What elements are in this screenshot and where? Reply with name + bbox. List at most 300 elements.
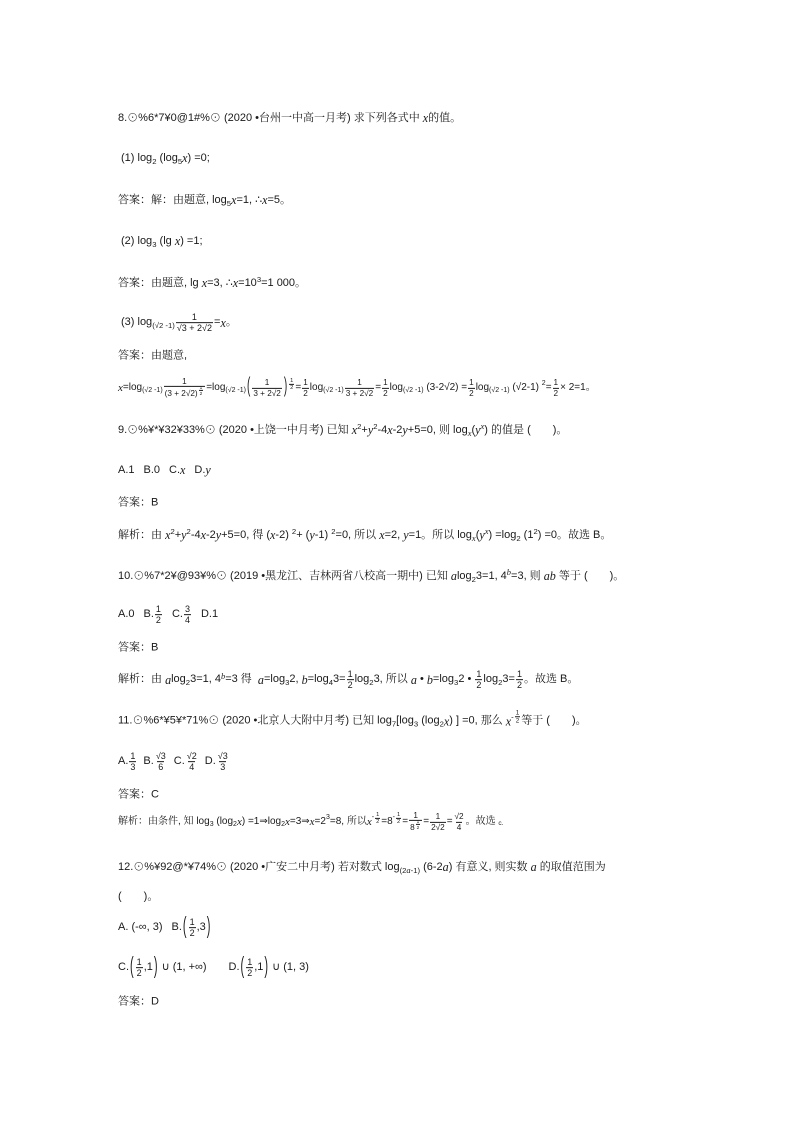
large-parenthesis [183, 914, 187, 942]
text-run: 答案：由题意, [118, 349, 188, 362]
text-run: 4 [328, 678, 334, 688]
text-run: x [467, 428, 472, 438]
text-run: ) =1⇒log [241, 815, 282, 827]
text-run: √3 + 2√2 [176, 323, 212, 334]
text-run: 3= [333, 673, 346, 686]
text-run: 3 [454, 678, 459, 688]
text-run: 1 [290, 377, 294, 384]
subscript [152, 321, 175, 330]
text-run: 4 [456, 822, 462, 832]
text-run: 12.⊙%¥92@*¥74%⊙ (2020 •广安二中月考) 若对数式 log [118, 860, 400, 873]
fraction-denominator [289, 384, 294, 392]
text-run: C. [171, 608, 183, 621]
text-run: log [456, 569, 472, 582]
fraction [409, 811, 422, 833]
fraction-denominator [164, 386, 206, 399]
text-run: (log [213, 815, 234, 827]
text-run: =3 得 [225, 673, 258, 686]
fraction [382, 378, 389, 398]
subscript [489, 387, 510, 395]
text-run: x [471, 533, 476, 543]
text-run: 1 [515, 709, 520, 717]
fraction [375, 811, 380, 825]
text-run: √2 [454, 812, 464, 822]
text-run: + [361, 423, 368, 436]
text-run: 1 [516, 669, 522, 680]
fraction [430, 812, 446, 832]
text-run: x [118, 381, 123, 394]
text-run: a [442, 859, 449, 874]
text-run: +5=0, 则 log [407, 423, 468, 436]
text-run: =8, 所以 [329, 815, 367, 827]
fraction-numerator [186, 751, 198, 761]
superscript [292, 527, 296, 536]
subscript [329, 678, 333, 687]
text-run: a [406, 865, 411, 875]
subscript [152, 239, 156, 248]
q11-answer [118, 788, 159, 801]
text-run: A. [118, 755, 129, 768]
text-run: ) 的值是 ( )。 [484, 423, 568, 436]
text-run: ( [475, 528, 480, 541]
fraction [475, 669, 482, 691]
large-parenthesis [241, 954, 245, 982]
text-run: log [475, 381, 490, 393]
text-run: -2 [392, 423, 403, 436]
text-run: x [505, 713, 512, 728]
text-run: 。故选 B。 [523, 673, 579, 686]
q11-analysis [118, 811, 503, 833]
text-run: (√2 -1) [402, 386, 424, 394]
fraction [252, 378, 282, 398]
text-run: ( [240, 954, 245, 980]
text-run: 。故选 [465, 815, 499, 827]
q10-stem [118, 569, 624, 584]
text-run: x [231, 192, 237, 207]
text-run: 的取值范围为 [536, 860, 606, 873]
text-run: x [309, 815, 315, 828]
text-run: a [257, 672, 264, 687]
fraction-numerator [435, 812, 442, 821]
text-run: 2 • [458, 673, 475, 686]
text-run: B. [143, 755, 154, 768]
q11-option-a [118, 751, 137, 773]
text-run: 2 [189, 928, 195, 939]
text-run: B. [171, 921, 182, 934]
text-run: + [174, 528, 182, 541]
text-run: ) 有意义, 则实数 [448, 860, 531, 873]
q9-analysis [118, 528, 611, 543]
math-variable [205, 463, 210, 478]
text-run: ,3 [196, 921, 206, 934]
fraction-numerator [189, 917, 196, 927]
superscript [511, 709, 521, 725]
text-run: (√2 -1) [142, 386, 163, 394]
text-run: 答案：B [118, 496, 159, 509]
text-run: 1 [130, 751, 136, 762]
fraction [454, 812, 465, 832]
text-run: (1 [520, 528, 534, 541]
text-run: - [392, 814, 396, 822]
text-run: x [165, 527, 171, 542]
text-run: ( [130, 954, 134, 980]
fraction-numerator [356, 378, 363, 387]
text-run: =log [432, 673, 455, 686]
fraction [302, 378, 309, 398]
fraction-numerator [302, 378, 309, 387]
text-run: 2 [369, 678, 374, 688]
fraction [186, 751, 198, 773]
text-run: D. [204, 755, 216, 768]
fraction-denominator [129, 762, 136, 773]
fraction-denominator [375, 818, 380, 826]
text-run: = [214, 316, 221, 329]
text-run: 3 [184, 604, 190, 615]
text-run: 8.⊙%6*7¥0@1#%⊙ (2020 •台州一中高一月考) 求下列各式中 [118, 111, 423, 124]
text-run: 2 [170, 526, 175, 536]
fraction-denominator [219, 762, 226, 773]
text-run: x [262, 192, 268, 207]
q9-options [118, 463, 211, 478]
superscript [372, 811, 382, 825]
subscript [414, 719, 418, 728]
fraction-denominator [184, 615, 191, 626]
text-run: 2 [233, 820, 237, 828]
text-run: c. [498, 820, 504, 828]
fraction [176, 312, 213, 334]
q8-stem [118, 111, 461, 126]
text-run: 答案：B [118, 641, 159, 654]
text-run: 1 [476, 669, 482, 680]
text-run: 1 [397, 811, 401, 818]
text-run: 7 [391, 719, 397, 729]
q8-part1-answer [118, 193, 291, 208]
q11-option-d [205, 751, 230, 773]
text-run: -1) [314, 528, 332, 541]
fraction [246, 957, 253, 979]
subscript [210, 821, 214, 829]
superscript [288, 377, 295, 391]
q8-part3-question [121, 312, 237, 334]
text-run: 6 [158, 762, 164, 773]
text-run: x [270, 527, 276, 542]
text-run: 5 [177, 156, 183, 166]
text-run: log [171, 673, 186, 686]
fraction-numerator [468, 378, 475, 387]
fraction-numerator [475, 669, 482, 679]
text-run: ( [246, 375, 251, 399]
fraction [217, 751, 229, 773]
q10-option-b [144, 604, 163, 626]
fraction-denominator [246, 968, 253, 979]
text-run: 解析：由 [118, 673, 166, 686]
text-run: 2, [289, 673, 302, 686]
fraction-denominator [347, 680, 354, 691]
superscript [507, 567, 511, 577]
math-variable [481, 421, 485, 431]
text-run: 2 [383, 388, 388, 398]
text-run: =3⇒ [289, 815, 310, 827]
text-run: 2 [155, 615, 161, 626]
text-run: x [284, 815, 290, 828]
text-run: 等于 ( )。 [521, 714, 587, 727]
fraction-denominator [409, 820, 422, 833]
text-run: 答案：解：由题意, log [118, 193, 227, 206]
text-run: x [422, 110, 429, 125]
text-run: 等于 ( )。 [555, 569, 625, 582]
subscript [498, 678, 502, 687]
text-run: √3 [217, 751, 228, 762]
q12-option-a [118, 921, 163, 934]
text-run: 10.⊙%7*2¥@93¥%⊙ (2019 •黑龙江、吉林两省八校高一期中) 已知 [118, 569, 451, 582]
text-run: 1 [416, 818, 420, 824]
text-run: √2 [186, 751, 197, 762]
subscript [285, 678, 289, 687]
text-run: 解析：由条件, 知 log [118, 815, 210, 827]
text-run: 2 [303, 388, 308, 398]
superscript [542, 380, 546, 388]
text-run: 2 [439, 719, 444, 729]
text-run: 1 [136, 957, 142, 968]
q12-answer [118, 995, 159, 1008]
text-run: 2 [136, 968, 142, 979]
q8-part2-question [121, 234, 203, 249]
fraction [468, 378, 475, 398]
text-run: =log [307, 673, 329, 686]
superscript [373, 422, 377, 431]
superscript [257, 275, 261, 284]
text-run: 2 [247, 968, 253, 979]
text-run: 2 [498, 678, 503, 688]
q9-option-c [169, 463, 185, 478]
text-run: 2 [533, 526, 538, 536]
text-run: y [215, 527, 222, 542]
text-run: x [174, 233, 181, 248]
text-run: 1 [376, 811, 380, 818]
text-run: 2√2 [431, 822, 445, 832]
text-run: =2 [314, 815, 326, 827]
q10-options [118, 604, 218, 626]
fraction-denominator [199, 390, 204, 396]
text-run: 1 [435, 812, 441, 822]
text-run: = [295, 381, 302, 393]
fraction-numerator [553, 378, 560, 387]
text-run: (3) log [121, 316, 153, 329]
text-run: C. [173, 755, 185, 768]
subscript [227, 198, 231, 207]
text-run: -1) [410, 865, 421, 875]
text-run: 1 [247, 957, 253, 968]
text-run: x [443, 713, 450, 728]
text-run: 3= [502, 673, 515, 686]
text-run: 1 [182, 376, 187, 386]
text-run: 1 [303, 378, 308, 388]
text-run: =8 [381, 815, 393, 827]
math-variable [507, 567, 511, 577]
fraction-denominator [382, 387, 389, 397]
subscript [152, 156, 156, 165]
text-run: ) =0; [187, 151, 210, 164]
text-run: x [480, 421, 485, 432]
text-run: ) =1; [180, 234, 203, 247]
fraction-denominator [189, 928, 196, 939]
text-run: 2 [185, 678, 191, 688]
text-run: =log [263, 673, 286, 686]
fraction-denominator [516, 680, 523, 691]
text-run: C. [169, 463, 181, 476]
q9-option-b [144, 463, 161, 476]
text-run: (2) log [121, 234, 153, 247]
text-run: A. (-∞, 3) [118, 921, 163, 934]
fraction-numerator [191, 312, 198, 322]
fraction [189, 917, 196, 939]
text-run: ) =0。故选 B。 [537, 528, 612, 541]
fraction-numerator [264, 378, 271, 387]
text-run: ) [264, 954, 269, 980]
fraction-numerator [181, 377, 188, 386]
text-run: log [389, 381, 403, 393]
text-run: (log [156, 151, 178, 164]
superscript [187, 527, 191, 536]
text-run: =log [206, 381, 226, 393]
text-run: =0, 所以 [335, 528, 380, 541]
text-run: 1 [191, 312, 197, 323]
math-variable [468, 428, 472, 438]
q9-stem [118, 423, 567, 438]
q9-option-d [194, 463, 210, 478]
superscript [485, 526, 489, 536]
fraction [155, 751, 167, 773]
text-run: +5=0, 得 ( [221, 528, 271, 541]
q11-options [118, 751, 230, 773]
fraction-numerator [454, 812, 465, 821]
text-run: 2 [357, 421, 362, 431]
text-run: ) [283, 375, 288, 399]
math-variable [544, 569, 556, 584]
fraction-numerator [155, 604, 162, 614]
text-run: - [371, 814, 375, 822]
text-run: 2 [373, 421, 378, 431]
text-run: 答案：D [118, 995, 159, 1008]
text-run: = [446, 815, 453, 827]
q11-stem [118, 709, 587, 729]
text-run: = [375, 381, 382, 393]
text-run: -4 [377, 423, 388, 436]
text-run: [log [396, 714, 414, 727]
q9-answer [118, 496, 158, 509]
text-run: (√2 -1) [489, 386, 510, 394]
text-run: 3 [130, 762, 136, 773]
superscript [221, 671, 225, 681]
text-run: ( )。 [118, 890, 159, 903]
fraction [347, 669, 354, 691]
text-run: ab [543, 568, 556, 583]
text-run: b [301, 672, 308, 687]
text-run: = [423, 815, 430, 827]
fraction-numerator [184, 604, 191, 614]
text-run: = [545, 381, 552, 393]
superscript [357, 422, 361, 431]
text-run: 1 [199, 384, 203, 390]
fraction-numerator [347, 669, 354, 679]
math-variable [180, 463, 185, 478]
text-run: 2 [471, 574, 476, 584]
subscript [142, 387, 163, 395]
subscript [233, 821, 237, 829]
text-run: 2 [347, 680, 353, 691]
text-run: C. [118, 961, 129, 974]
math-variable [472, 533, 476, 543]
text-run: x [484, 526, 489, 537]
text-run: 1 [264, 378, 270, 388]
q12-stem [118, 860, 606, 875]
text-run: 3 + 2√2 [345, 388, 374, 398]
text-run: 2 [152, 156, 157, 166]
fraction-denominator [136, 968, 143, 979]
text-run: x [220, 315, 226, 330]
text-run: (lg [156, 234, 175, 247]
subscript [178, 156, 182, 165]
text-run: a [165, 672, 172, 687]
text-run: x [180, 462, 186, 477]
text-run: ) [206, 914, 211, 940]
text-run: 3=1, 4 [475, 569, 507, 582]
fraction [516, 669, 523, 691]
fraction-denominator [396, 818, 401, 826]
text-run: log [354, 673, 370, 686]
text-run: D. [228, 961, 240, 974]
text-run: 11.⊙%6*¥5¥*71%⊙ (2020 •北京人大附中月考) 已知 log [118, 714, 392, 727]
text-run: ) =log [488, 528, 517, 541]
fraction [396, 811, 401, 825]
text-run: ,1 [143, 961, 153, 974]
subscript [323, 387, 344, 395]
text-run: (3-2√2) = [423, 381, 468, 393]
text-run: y [181, 527, 187, 542]
text-run: 1 [413, 810, 418, 820]
q12-options-row1 [118, 914, 211, 940]
fraction [136, 957, 143, 979]
q12-option-d [228, 954, 309, 980]
text-run: 2 [290, 384, 294, 391]
text-run: 1 [469, 378, 474, 388]
fraction [164, 377, 206, 399]
text-run: 2 [281, 820, 285, 828]
fraction [515, 709, 521, 725]
text-run: =5。 [267, 193, 292, 206]
text-run: 1 [553, 378, 559, 388]
text-run: x [366, 815, 372, 828]
text-run: 3 [256, 274, 262, 284]
text-run: 2 [397, 818, 401, 825]
text-run: 2 [541, 380, 546, 388]
text-run: x [379, 527, 385, 542]
superscript [331, 527, 335, 536]
text-run: 1 [383, 378, 388, 388]
text-run: (2 [399, 865, 407, 875]
text-run: -2) [275, 528, 292, 541]
text-run: -2 [205, 528, 216, 541]
fraction [155, 604, 162, 626]
text-run: 1 [357, 378, 362, 388]
text-run: =1。所以 log [408, 528, 472, 541]
fraction [184, 604, 191, 626]
q11-option-c [174, 751, 199, 773]
text-run: (log [418, 714, 440, 727]
q12-option-b [171, 914, 212, 940]
subscript [472, 533, 476, 543]
subscript [392, 719, 396, 728]
